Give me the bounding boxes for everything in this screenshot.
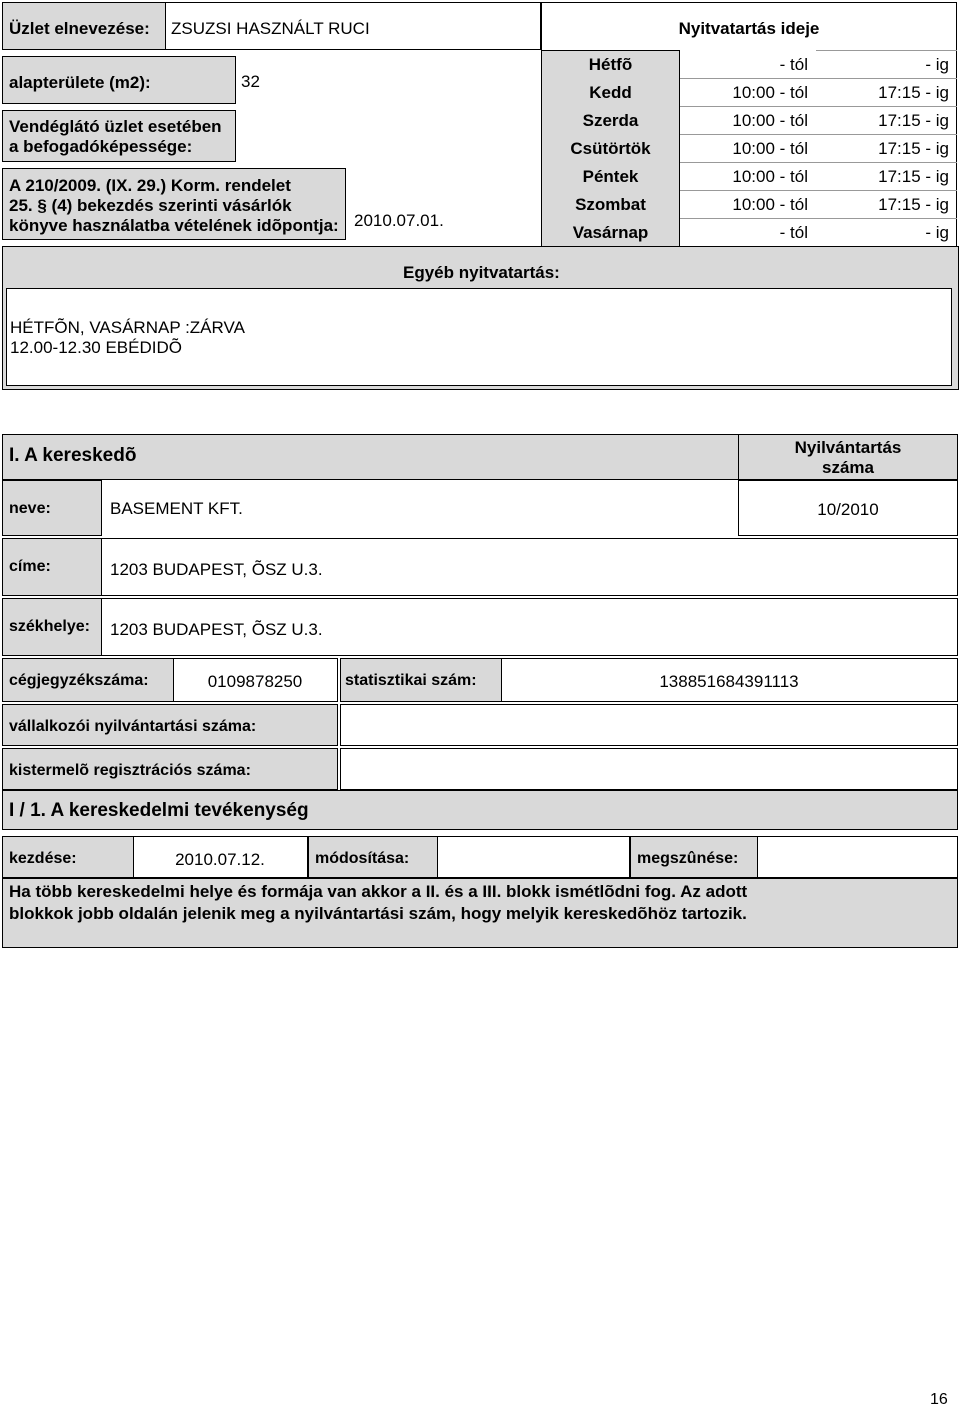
other-opening-line-1: HÉTFÕN, VASÁRNAP :ZÁRVA [10,318,245,337]
to-time-thu: 17:15 - ig [878,139,949,158]
modify-value-cell [438,836,630,878]
opening-hours-title: Nyitvatartás ideje [678,19,820,38]
shop-name-label-cell [2,2,166,50]
producer-value-cell [340,748,958,790]
start-label: kezdése: [9,850,77,867]
from-time-thu: 10:00 - tól [732,139,808,158]
register-date: 2010.07.01. [354,211,444,230]
registry-label-line-1: Nyilvántartás [794,438,902,457]
shop-name-value-cell [165,2,541,50]
registry-value-cell [738,480,958,536]
register-label-line-1: A 210/2009. (IX. 29.) Korm. rendelet [9,176,291,195]
stat-value-cell [502,658,958,702]
capacity-label-line-2: a befogadóképessége: [9,137,193,156]
shop-name-value: ZSUZSI HASZNÁLT RUCI [171,19,370,38]
register-label-line-2: 25. § (4) bekezdés szerinti vásárlók [9,196,292,215]
area-value: 32 [241,72,260,91]
other-opening-content [6,288,952,386]
address-value: 1203 BUDAPEST, ÕSZ U.3. [110,560,323,579]
address-value-cell [102,538,958,596]
day-label-mon: Hétfõ [588,55,633,74]
entrepreneur-value-cell [340,704,958,746]
from-time-tue: 10:00 - tól [732,83,808,102]
shop-name-label: Üzlet elnevezése: [9,19,150,38]
register-label-line-3: könyve használatba vételének idõpontja: [9,216,339,235]
name-label-cell [2,480,102,536]
from-time-wed: 10:00 - tól [732,111,808,130]
registry-label-line-2: száma [822,458,874,477]
activity-note-box [2,878,958,948]
activity-section-header [2,790,958,830]
company-reg-label-cell [2,658,174,702]
activity-section-title: I / 1. A kereskedelmi tevékenység [9,800,309,821]
stat-label-cell [340,658,502,702]
day-label-tue: Kedd [589,83,632,102]
end-label: megszûnése: [637,850,739,867]
other-opening-line-2: 12.00-12.30 EBÉDIDÕ [10,338,182,357]
entrepreneur-label: vállalkozói nyilvántartási száma: [9,718,257,735]
stat-label: statisztikai szám: [345,672,477,689]
register-label-cell [2,168,346,240]
start-value: 2010.07.12. [175,850,265,869]
company-reg-label: cégjegyzékszáma: [9,672,149,689]
start-label-cell [2,836,134,878]
to-time-sat: 17:15 - ig [878,195,949,214]
to-time-wed: 17:15 - ig [878,111,949,130]
merchant-section-title: I. A kereskedõ [9,445,137,466]
entrepreneur-label-cell [2,704,338,746]
seat-label: székhelye: [9,618,90,635]
from-time-mon: - tól [779,55,808,74]
registry-header-cell [738,434,958,480]
to-time-sun: - ig [925,223,949,242]
start-value-cell [134,836,308,878]
from-time-fri: 10:00 - tól [732,167,808,186]
page-number: 16 [930,1391,948,1408]
name-label: neve: [9,500,51,517]
seat-value-cell [102,598,958,656]
day-label-thu: Csütörtök [570,139,651,158]
day-label-wed: Szerda [582,111,639,130]
from-time-sat: 10:00 - tól [732,195,808,214]
activity-note: Ha több kereskedelmi helye és formája van akkor a II. és a III. blokk ismétlõdni fog. Az adott blokkok jobb oldalán jelenik meg a nyilvántartási szám, hogy melyik kereskedõhöz tartozik. [9,882,748,923]
other-opening-block [2,246,959,390]
registry-value: 10/2010 [817,500,879,519]
to-time-mon: - ig [925,55,949,74]
capacity-label-cell [2,110,236,162]
address-label-cell [2,538,102,596]
other-opening-label: Egyéb nyitvatartás: [403,263,560,282]
area-label-cell [2,56,236,104]
modify-label-cell [308,836,438,878]
stat-value: 138851684391113 [659,672,799,691]
company-reg-value-cell [174,658,338,702]
producer-label: kistermelõ regisztrációs száma: [9,762,251,779]
capacity-label-line-1: Vendéglátó üzlet esetében [9,117,222,136]
from-time-sun: - tól [779,223,808,242]
day-label-sat: Szombat [575,195,646,214]
area-label: alapterülete (m2): [9,73,151,92]
company-reg-value: 0109878250 [207,672,303,691]
to-time-tue: 17:15 - ig [878,83,949,102]
producer-label-cell [2,748,338,790]
seat-value: 1203 BUDAPEST, ÕSZ U.3. [110,620,323,639]
address-label: címe: [9,558,51,575]
name-value: BASEMENT KFT. [110,499,243,518]
day-label-fri: Péntek [582,167,639,186]
end-value-cell [758,836,958,878]
to-time-fri: 17:15 - ig [878,167,949,186]
modify-label: módosítása: [315,850,410,867]
seat-label-cell [2,598,102,656]
end-label-cell [630,836,758,878]
day-label-sun: Vasárnap [572,223,649,242]
